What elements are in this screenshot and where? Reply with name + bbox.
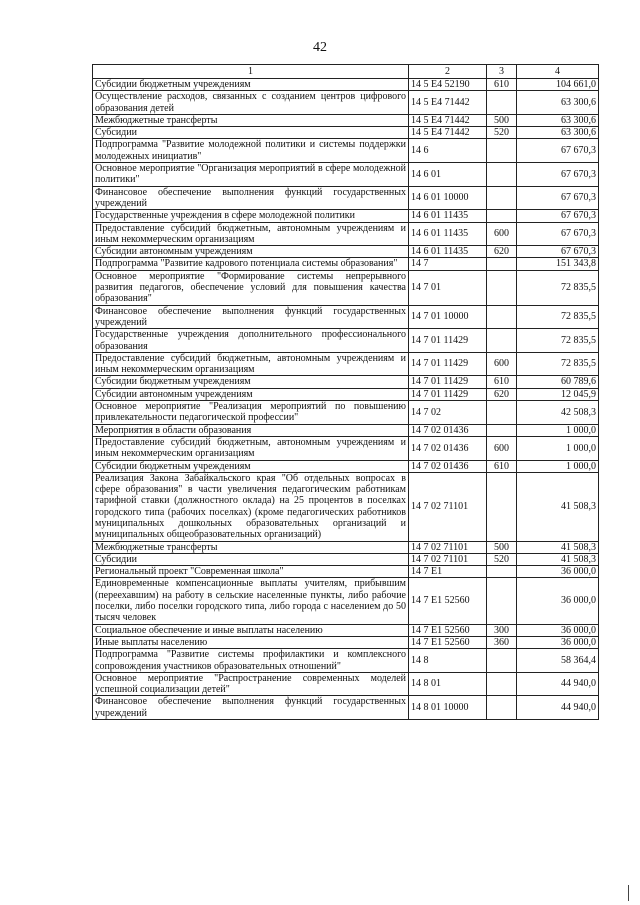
row-amount: 36 000,0 (517, 624, 599, 636)
row-name: Основное мероприятие "Распространение современных моделей успешной социализации детей" (93, 672, 409, 696)
table-row (93, 270, 599, 305)
table-row (93, 329, 599, 353)
row-code: 14 5 E4 71442 (409, 127, 487, 139)
row-name: Субсидии автономным учреждениям (93, 388, 409, 400)
row-code: 14 6 01 11435 (409, 246, 487, 258)
row-name: Подпрограмма "Развитие системы профилактики и комплексного сопровождения участников образовательных отношений" (93, 649, 409, 673)
column-header-type: 3 (487, 65, 517, 79)
row-amount: 67 670,3 (517, 186, 599, 210)
row-type: 600 (487, 352, 517, 376)
row-name: Субсидии (93, 553, 409, 565)
row-name: Основное мероприятие "Реализация мероприятий по повышению привлекательности педагогической профессии" (93, 401, 409, 425)
row-name: Мероприятия в области образования (93, 424, 409, 436)
row-type: 600 (487, 436, 517, 460)
row-code: 14 6 01 11435 (409, 222, 487, 246)
row-name: Подпрограмма "Развитие молодежной политики и системы поддержки молодежных инициатив" (93, 139, 409, 163)
row-amount: 63 300,6 (517, 91, 599, 115)
row-type (487, 696, 517, 720)
row-name: Финансовое обеспечение выполнения функций государственных учреждений (93, 696, 409, 720)
row-code: 14 7 01 11429 (409, 376, 487, 388)
column-header-amount: 4 (517, 65, 599, 79)
row-name: Финансовое обеспечение выполнения функций государственных учреждений (93, 305, 409, 329)
row-type (487, 91, 517, 115)
row-code: 14 7 01 11429 (409, 329, 487, 353)
row-amount: 36 000,0 (517, 578, 599, 624)
row-type (487, 305, 517, 329)
row-name: Межбюджетные трансферты (93, 541, 409, 553)
page-number: 42 (313, 40, 327, 55)
row-code: 14 8 (409, 649, 487, 673)
row-amount: 41 508,3 (517, 553, 599, 565)
margin-mark (628, 885, 637, 901)
row-code: 14 7 01 10000 (409, 305, 487, 329)
row-type (487, 566, 517, 578)
row-code: 14 7 01 11429 (409, 352, 487, 376)
row-name: Иные выплаты населению (93, 636, 409, 648)
row-amount: 63 300,6 (517, 114, 599, 126)
row-code: 14 6 01 10000 (409, 186, 487, 210)
row-name: Субсидии бюджетным учреждениям (93, 460, 409, 472)
row-amount: 72 835,5 (517, 305, 599, 329)
row-code: 14 8 01 (409, 672, 487, 696)
table-body (93, 79, 599, 720)
row-type: 600 (487, 222, 517, 246)
row-code: 14 7 02 01436 (409, 436, 487, 460)
row-code: 14 7 E1 52560 (409, 624, 487, 636)
row-code: 14 7 E1 52560 (409, 636, 487, 648)
row-amount: 63 300,6 (517, 127, 599, 139)
row-name: Реализация Закона Забайкальского края "Об отдельных вопросах в сфере образования" в части увеличения педагогическим работникам тарифной ставки (должностного оклада) на 25 процентов в поселках городского типа (рабочих поселках) (кроме педагогических работников муниципальных дошкольных образовательных организаций и муниципальных общеобразовательных организаций) (93, 472, 409, 541)
row-code: 14 8 01 10000 (409, 696, 487, 720)
row-amount: 1 000,0 (517, 424, 599, 436)
table-row (93, 258, 599, 270)
row-amount: 72 835,5 (517, 352, 599, 376)
row-amount: 67 670,3 (517, 139, 599, 163)
row-amount: 72 835,5 (517, 329, 599, 353)
row-type: 300 (487, 624, 517, 636)
table-row (93, 436, 599, 460)
row-type: 520 (487, 553, 517, 565)
row-type (487, 329, 517, 353)
table-row (93, 127, 599, 139)
row-code: 14 7 02 01436 (409, 460, 487, 472)
table-row (93, 460, 599, 472)
table-row (93, 401, 599, 425)
row-amount: 36 000,0 (517, 636, 599, 648)
row-code: 14 5 E4 71442 (409, 114, 487, 126)
row-type: 610 (487, 460, 517, 472)
table-row (93, 246, 599, 258)
table-row (93, 139, 599, 163)
row-type: 520 (487, 127, 517, 139)
row-type (487, 210, 517, 222)
table-row (93, 186, 599, 210)
table-row (93, 636, 599, 648)
row-type (487, 578, 517, 624)
row-amount: 1 000,0 (517, 436, 599, 460)
column-header-name: 1 (93, 65, 409, 79)
row-amount: 41 508,3 (517, 541, 599, 553)
table-row (93, 388, 599, 400)
table-row (93, 649, 599, 673)
row-code: 14 7 E1 (409, 566, 487, 578)
row-name: Субсидии бюджетным учреждениям (93, 79, 409, 91)
row-type (487, 672, 517, 696)
row-name: Региональный проект "Современная школа" (93, 566, 409, 578)
row-name: Единовременные компенсационные выплаты учителям, прибывшим (переехавшим) на работу в сельские населенные пункты, либо рабочие поселки, либо поселки городского типа, либо города с населением до 50 тысяч человек (93, 578, 409, 624)
row-amount: 67 670,3 (517, 246, 599, 258)
row-type (487, 163, 517, 187)
row-amount: 72 835,5 (517, 270, 599, 305)
row-code: 14 7 02 (409, 401, 487, 425)
row-code: 14 5 E4 71442 (409, 91, 487, 115)
table-row (93, 79, 599, 91)
row-code: 14 7 (409, 258, 487, 270)
row-name: Осуществление расходов, связанных с созданием центров цифрового образования детей (93, 91, 409, 115)
table-row (93, 114, 599, 126)
table-row (93, 210, 599, 222)
row-amount: 12 045,9 (517, 388, 599, 400)
row-name: Межбюджетные трансферты (93, 114, 409, 126)
row-code: 14 7 01 (409, 270, 487, 305)
table-row (93, 578, 599, 624)
row-code: 14 7 E1 52560 (409, 578, 487, 624)
row-type (487, 186, 517, 210)
row-code: 14 6 01 11435 (409, 210, 487, 222)
row-type: 500 (487, 114, 517, 126)
table-row (93, 696, 599, 720)
table-row (93, 672, 599, 696)
row-amount: 42 508,3 (517, 401, 599, 425)
table-row (93, 352, 599, 376)
row-name: Предоставление субсидий бюджетным, автономным учреждениям и иным некоммерческим организациям (93, 436, 409, 460)
budget-table (92, 64, 599, 720)
row-type: 610 (487, 79, 517, 91)
row-type (487, 270, 517, 305)
row-name: Субсидии бюджетным учреждениям (93, 376, 409, 388)
row-name: Государственные учреждения в сфере молодежной политики (93, 210, 409, 222)
row-code: 14 5 E4 52190 (409, 79, 487, 91)
table-row (93, 376, 599, 388)
table-row (93, 472, 599, 541)
row-type (487, 139, 517, 163)
row-amount: 67 670,3 (517, 222, 599, 246)
row-amount: 41 508,3 (517, 472, 599, 541)
row-name: Финансовое обеспечение выполнения функций государственных учреждений (93, 186, 409, 210)
row-name: Предоставление субсидий бюджетным, автономным учреждениям и иным некоммерческим организациям (93, 222, 409, 246)
row-amount: 36 000,0 (517, 566, 599, 578)
row-code: 14 6 01 (409, 163, 487, 187)
row-code: 14 7 02 71101 (409, 553, 487, 565)
table-row (93, 305, 599, 329)
row-name: Предоставление субсидий бюджетным, автономным учреждениям и иным некоммерческим организациям (93, 352, 409, 376)
row-amount: 104 661,0 (517, 79, 599, 91)
table-row (93, 424, 599, 436)
row-amount: 67 670,3 (517, 210, 599, 222)
row-name: Государственные учреждения дополнительного профессионального образования (93, 329, 409, 353)
row-amount: 1 000,0 (517, 460, 599, 472)
row-amount: 151 343,8 (517, 258, 599, 270)
row-code: 14 7 02 01436 (409, 424, 487, 436)
row-name: Подпрограмма "Развитие кадрового потенциала системы образования" (93, 258, 409, 270)
table-row (93, 91, 599, 115)
row-type (487, 258, 517, 270)
row-code: 14 7 02 71101 (409, 472, 487, 541)
table-row (93, 541, 599, 553)
table-row (93, 624, 599, 636)
row-type (487, 649, 517, 673)
row-amount: 58 364,4 (517, 649, 599, 673)
row-type: 360 (487, 636, 517, 648)
row-type: 620 (487, 246, 517, 258)
row-name: Субсидии (93, 127, 409, 139)
row-code: 14 6 (409, 139, 487, 163)
row-name: Основное мероприятие "Организация мероприятий в сфере молодежной политики" (93, 163, 409, 187)
row-amount: 67 670,3 (517, 163, 599, 187)
column-header-code: 2 (409, 65, 487, 79)
row-type: 610 (487, 376, 517, 388)
row-type (487, 472, 517, 541)
row-type (487, 424, 517, 436)
row-type (487, 401, 517, 425)
row-name: Социальное обеспечение и иные выплаты населению (93, 624, 409, 636)
table-row (93, 222, 599, 246)
row-type: 620 (487, 388, 517, 400)
row-code: 14 7 02 71101 (409, 541, 487, 553)
row-type: 500 (487, 541, 517, 553)
table-row (93, 553, 599, 565)
row-name: Основное мероприятие "Формирование системы непрерывного развития педагогов, обеспечение условий для повышения качества образования" (93, 270, 409, 305)
table-header-row (93, 65, 599, 79)
row-amount: 44 940,0 (517, 696, 599, 720)
row-amount: 60 789,6 (517, 376, 599, 388)
row-amount: 44 940,0 (517, 672, 599, 696)
table-row (93, 566, 599, 578)
table-row (93, 163, 599, 187)
row-name: Субсидии автономным учреждениям (93, 246, 409, 258)
row-code: 14 7 01 11429 (409, 388, 487, 400)
